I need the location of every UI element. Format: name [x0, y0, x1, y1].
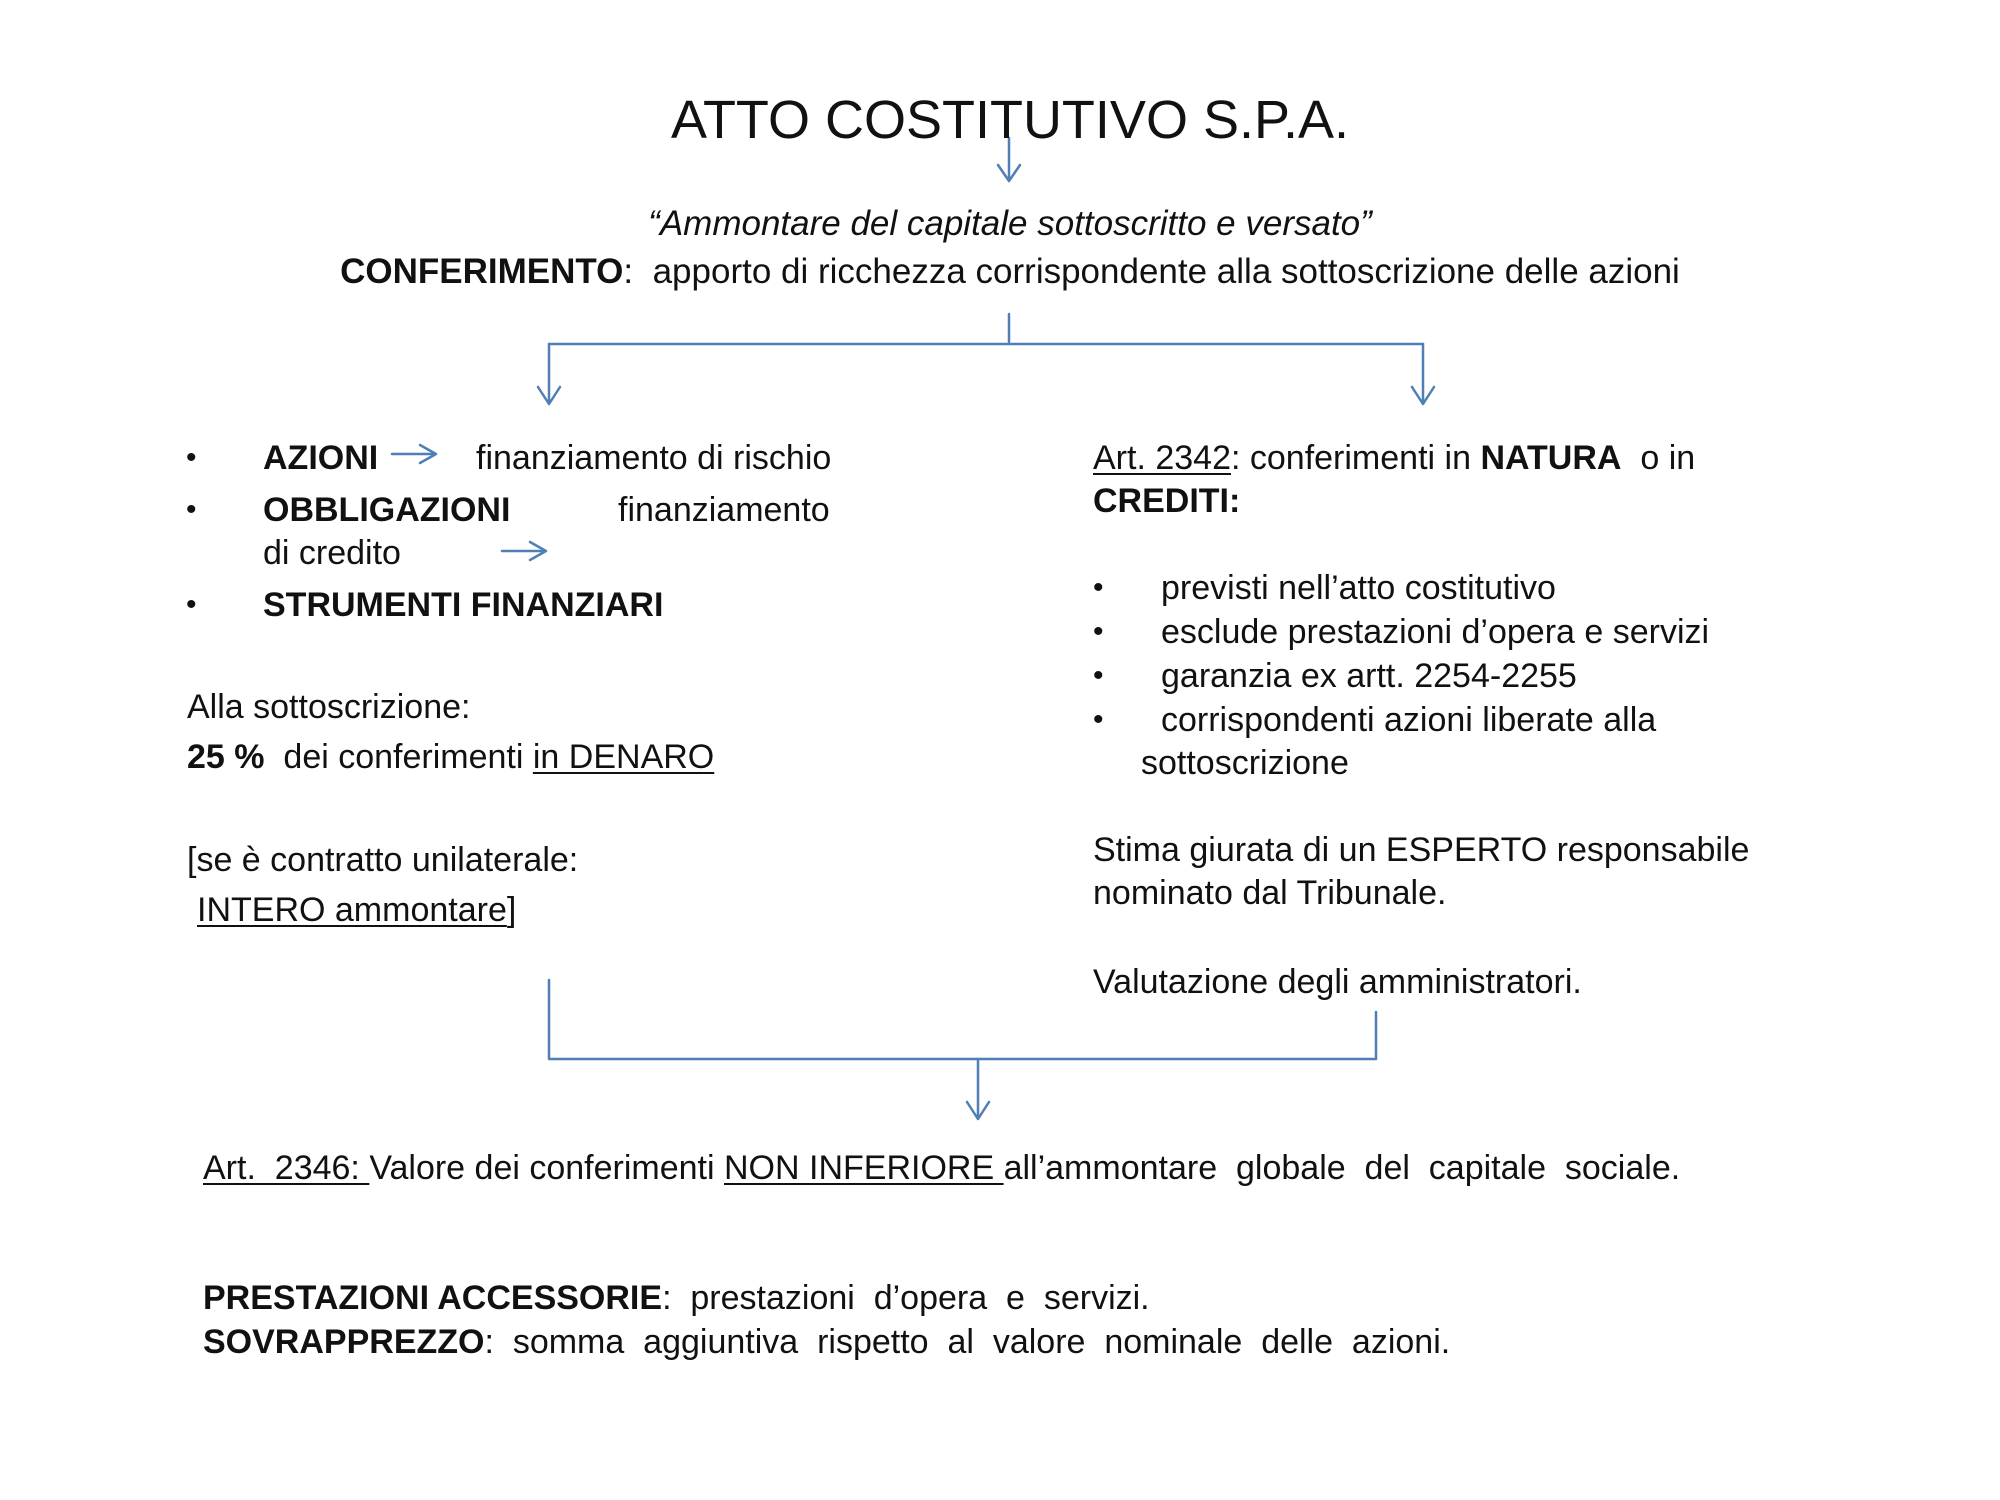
bullet-icon: • — [186, 588, 197, 621]
art2342-ref: Art. 2342 — [1093, 439, 1231, 477]
percent-text: dei conferimenti — [283, 738, 524, 776]
definition-line — [0, 251, 2000, 293]
requirement-item: garanzia ex artt. 2254-2255 — [1161, 657, 1577, 695]
capital-quote: “Ammontare del capitale sottoscritto e versato” — [648, 204, 1372, 243]
art2342-text2: o in — [1640, 439, 1696, 477]
requirement-item: corrispondenti azioni liberate alla — [1161, 701, 1657, 739]
requirement-item: esclude prestazioni d’opera e servizi — [1161, 613, 1710, 651]
azioni-desc: finanziamento di rischio — [476, 439, 832, 477]
subscription-percent-line — [187, 737, 714, 777]
obbligazioni-desc: finanziamento — [618, 491, 830, 529]
bullet-icon: • — [1093, 659, 1104, 692]
non-inferiore-term: NON INFERIORE — [724, 1149, 1004, 1187]
sovrapprezzo-term: SOVRAPPREZZO — [203, 1323, 485, 1361]
stima-line: Stima giurata di un ESPERTO responsabile — [1093, 831, 1750, 869]
art2346-ref: Art. 2346: — [203, 1149, 370, 1187]
unilateral-line: [se è contratto unilaterale: — [187, 841, 579, 879]
bullet-icon: • — [1093, 615, 1104, 648]
unilateral-close: ] — [506, 891, 517, 929]
art2346-line — [203, 1148, 1680, 1188]
stima-line-cont: nominato dal Tribunale. — [1093, 874, 1447, 912]
azioni-label: AZIONI — [263, 439, 379, 477]
sovrapprezzo-line — [203, 1322, 1450, 1362]
strumenti-label: STRUMENTI FINANZIARI — [263, 586, 664, 624]
bullet-icon: • — [1093, 703, 1104, 736]
art2346-text2: all’ammontare globale del capitale sociale. — [1003, 1149, 1681, 1187]
bullet-icon: • — [186, 441, 197, 474]
art2346-text: Valore dei conferimenti — [369, 1149, 715, 1187]
page-title: ATTO COSTITUTIVO S.P.A. — [670, 90, 1350, 150]
intero-link: INTERO ammontare — [197, 891, 507, 929]
requirement-item: previsti nell’atto costitutivo — [1161, 569, 1556, 607]
unilateral-amount-line — [197, 890, 516, 930]
natura-term: NATURA — [1480, 439, 1622, 477]
definition-term: CONFERIMENTO — [340, 252, 624, 291]
definition-colon: : — [623, 252, 634, 291]
obbligazioni-label: OBBLIGAZIONI — [263, 491, 511, 529]
prestazioni-line — [203, 1278, 1150, 1318]
percent-value: 25 % — [187, 738, 265, 776]
valutazione-line: Valutazione degli amministratori. — [1093, 963, 1582, 1001]
definition-text: apporto di ricchezza corrispondente alla sottoscrizione delle azioni — [652, 252, 1680, 291]
denaro-link: in DENARO — [532, 738, 715, 776]
art2342-text: : conferimenti in — [1230, 439, 1471, 477]
obbligazioni-desc-cont: di credito — [263, 534, 401, 572]
subscription-label: Alla sottoscrizione: — [187, 688, 471, 726]
sovrapprezzo-text: : somma aggiuntiva rispetto al valore nominale delle azioni. — [484, 1323, 1451, 1361]
bullet-icon: • — [1093, 571, 1104, 604]
crediti-term: CREDITI: — [1093, 482, 1241, 520]
requirement-item-cont: sottoscrizione — [1141, 744, 1349, 782]
bullet-icon: • — [186, 493, 197, 526]
prestazioni-term: PRESTAZIONI ACCESSORIE — [203, 1279, 663, 1317]
art2342-line — [1093, 438, 1695, 478]
prestazioni-text: : prestazioni d’opera e servizi. — [662, 1279, 1150, 1317]
